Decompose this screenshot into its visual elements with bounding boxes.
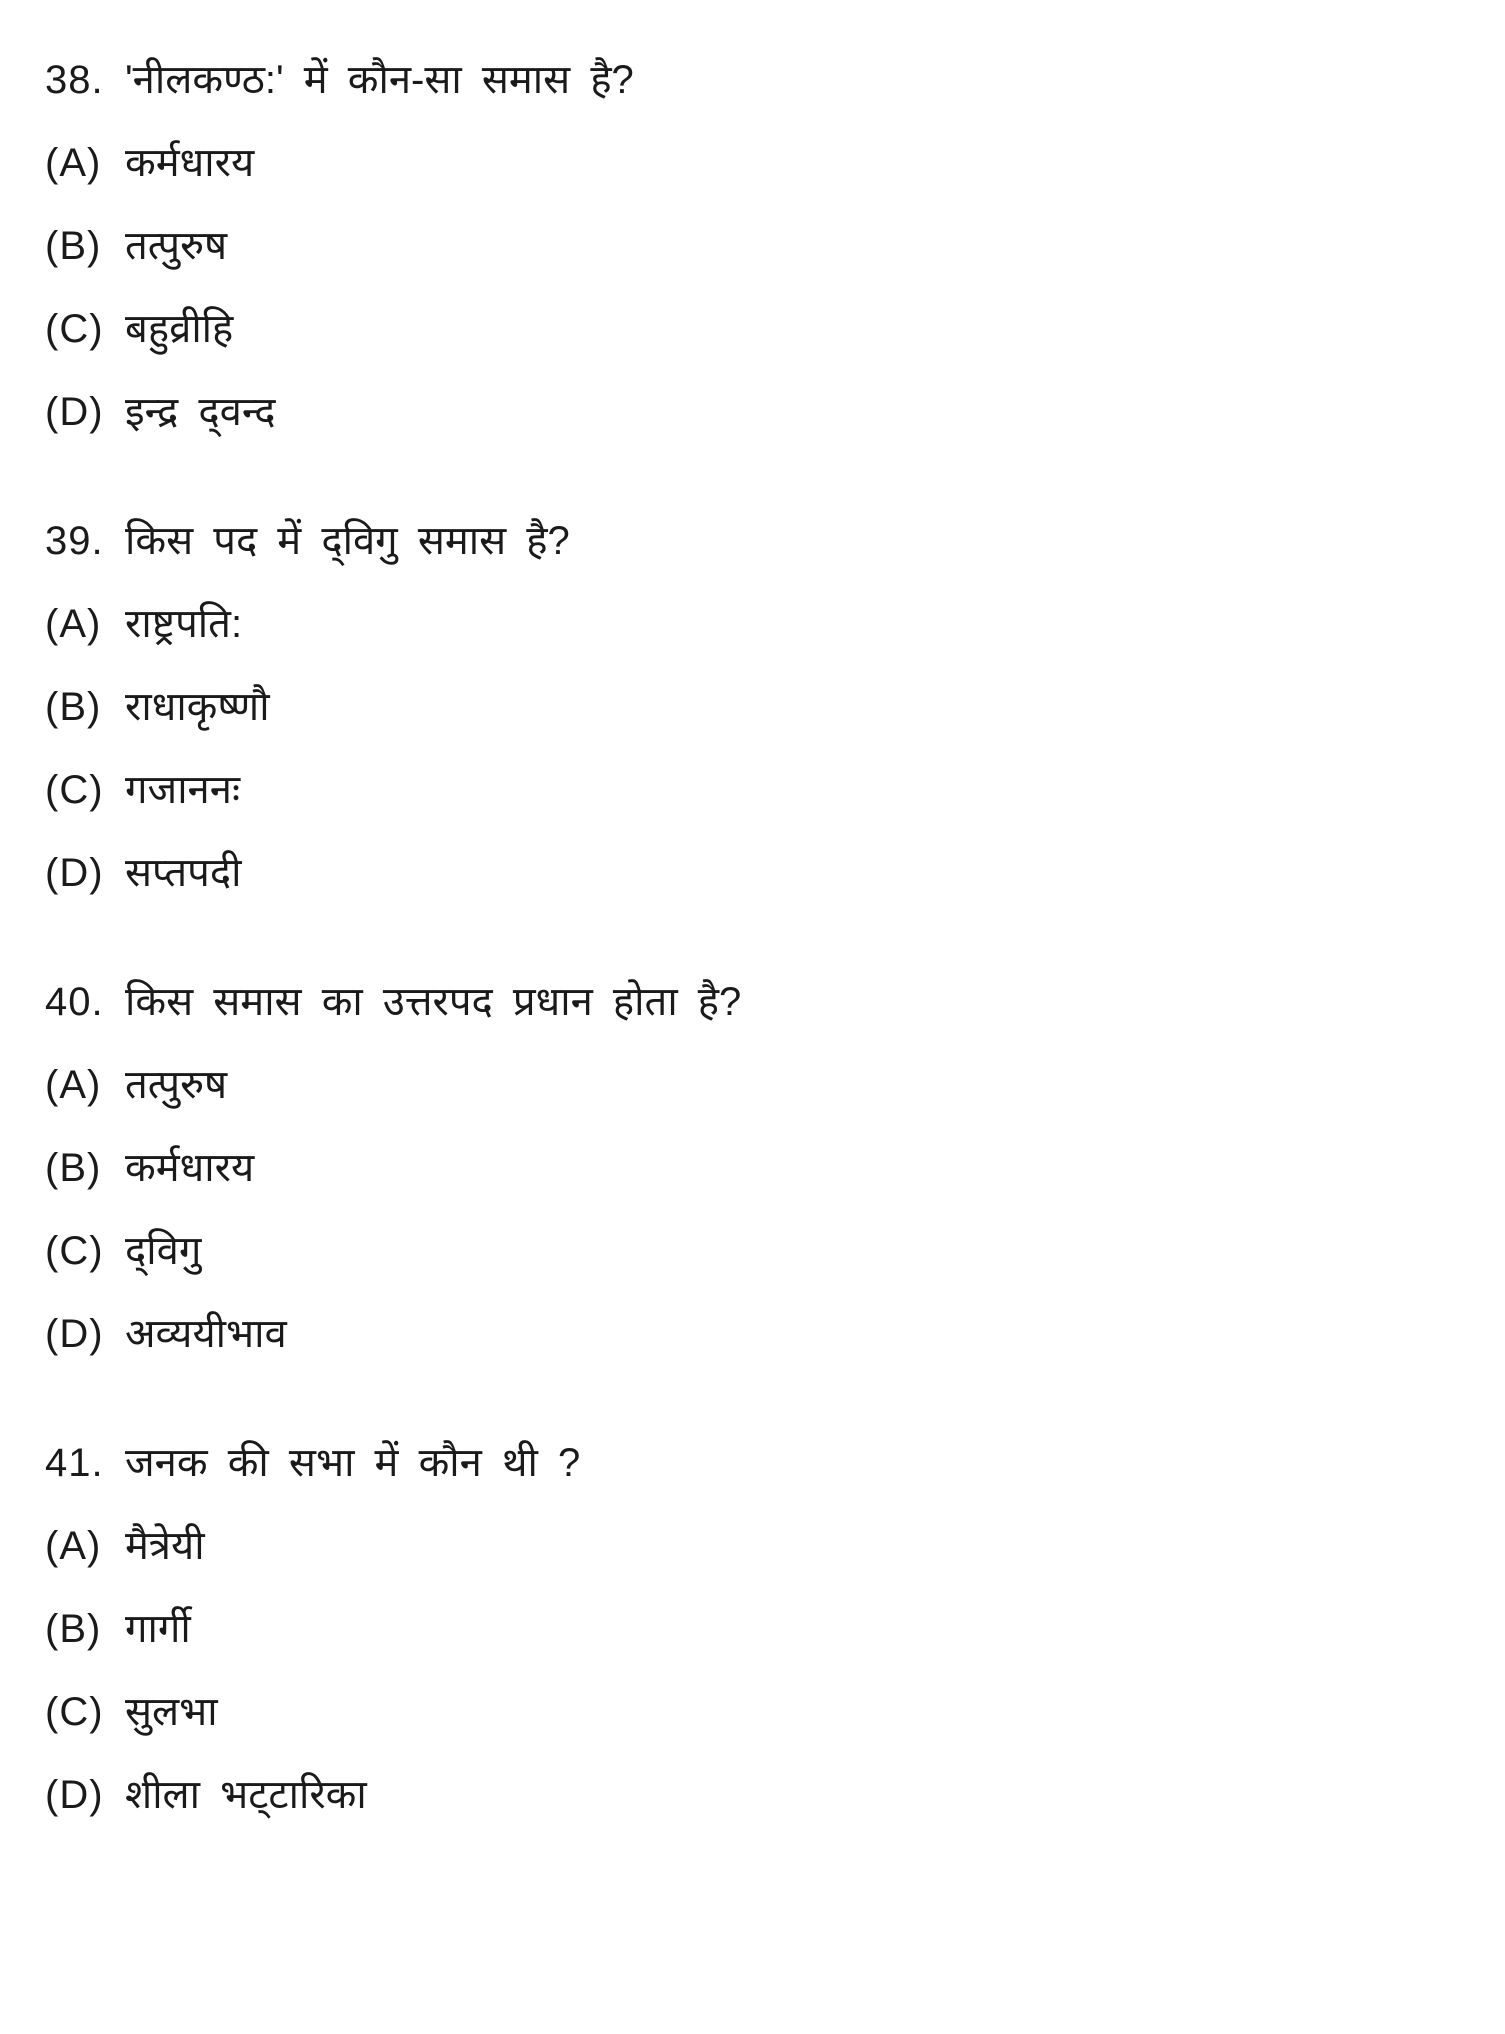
option-40-a-label: (A): [45, 1063, 102, 1107]
question-40: [45, 978, 1465, 1026]
option-39-b: [45, 683, 1465, 731]
question-41-number: 41.: [45, 1441, 104, 1485]
option-39-b-label: (B): [45, 685, 102, 729]
option-40-a-text: तत्पुरुष: [125, 1063, 228, 1107]
option-39-c: [45, 766, 1465, 814]
option-41-a-label: (A): [45, 1524, 102, 1568]
question-41: [45, 1439, 1465, 1487]
option-39-b-text: राधाकृष्णौ: [125, 685, 270, 729]
option-38-d-label: (D): [45, 390, 104, 434]
option-40-a: [45, 1061, 1465, 1109]
question-40-text: किस समास का उत्तरपद प्रधान होता है?: [125, 980, 742, 1024]
option-41-b: [45, 1605, 1465, 1653]
option-40-c-text: द्‌विगु: [125, 1229, 202, 1273]
option-41-c: [45, 1688, 1465, 1736]
option-39-c-text: गजाननः: [125, 768, 241, 812]
option-38-a-text: कर्मधारय: [125, 141, 255, 185]
question-38: [45, 56, 1465, 104]
option-38-c-label: (C): [45, 307, 104, 351]
option-38-b-text: तत्पुरुष: [125, 224, 228, 268]
option-41-d-label: (D): [45, 1773, 104, 1817]
option-38-d-text: इन्द्र द्‌वन्द: [125, 390, 276, 434]
option-39-a-label: (A): [45, 602, 102, 646]
option-40-d-text: अव्ययीभाव: [125, 1312, 287, 1356]
question-39: [45, 517, 1465, 565]
option-41-c-text: सुलभा: [125, 1690, 218, 1734]
option-40-b-label: (B): [45, 1146, 102, 1190]
option-38-c: [45, 305, 1465, 353]
option-39-d-label: (D): [45, 851, 104, 895]
option-39-d-text: सप्तपदी: [125, 851, 242, 895]
question-39-text: किस पद में द्‌विगु समास है?: [125, 519, 570, 563]
option-38-b-label: (B): [45, 224, 102, 268]
option-38-b: [45, 222, 1465, 270]
question-41-text: जनक की सभा में कौन थी ?: [125, 1441, 581, 1485]
option-40-b: [45, 1144, 1465, 1192]
option-39-c-label: (C): [45, 768, 104, 812]
option-40-d: [45, 1310, 1465, 1358]
question-block-40: [45, 978, 1465, 1358]
option-41-d: [45, 1771, 1465, 1819]
option-41-b-label: (B): [45, 1607, 102, 1651]
option-38-c-text: बहुव्रीहि: [125, 307, 234, 351]
option-40-c-label: (C): [45, 1229, 104, 1273]
option-39-a: [45, 600, 1465, 648]
option-41-a-text: मैत्रेयी: [125, 1524, 205, 1568]
question-block-38: [45, 56, 1465, 436]
option-41-a: [45, 1522, 1465, 1570]
question-38-number: 38.: [45, 58, 104, 102]
option-40-d-label: (D): [45, 1312, 104, 1356]
question-block-41: [45, 1439, 1465, 1819]
option-40-c: [45, 1227, 1465, 1275]
question-40-number: 40.: [45, 980, 104, 1024]
option-39-a-text: राष्ट्रपति:: [125, 602, 243, 646]
option-41-d-text: शीला भट्‌टारिका: [125, 1773, 367, 1817]
option-38-a-label: (A): [45, 141, 102, 185]
option-41-b-text: गार्गी: [125, 1607, 191, 1651]
option-40-b-text: कर्मधारय: [125, 1146, 255, 1190]
question-39-number: 39.: [45, 519, 104, 563]
option-38-d: [45, 388, 1465, 436]
option-39-d: [45, 849, 1465, 897]
option-41-c-label: (C): [45, 1690, 104, 1734]
option-38-a: [45, 139, 1465, 187]
question-block-39: [45, 517, 1465, 897]
question-38-text: 'नीलकण्ठ:' में कौन-सा समास है?: [125, 58, 634, 102]
